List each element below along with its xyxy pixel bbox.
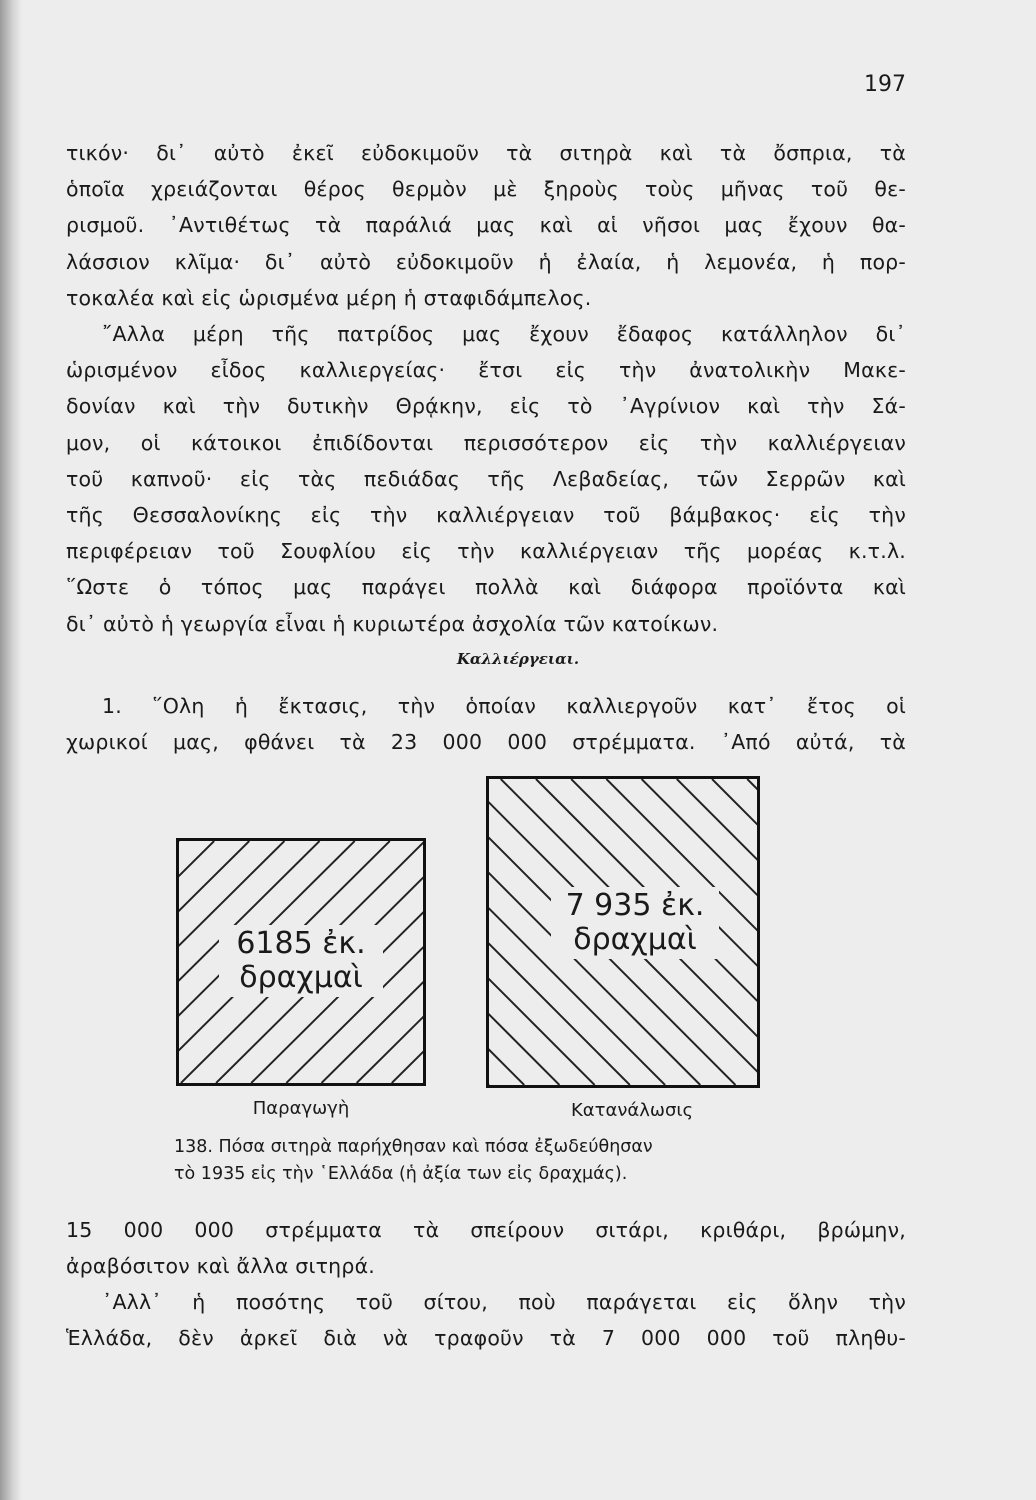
text-line: Ἑλλάδα, δὲν ἀρκεῖ διὰ νὰ τραφοῦν τὰ 7 000 000 τοῦ πληθυ- — [66, 1326, 906, 1351]
production-square — [176, 838, 426, 1086]
text-line: 1. ῞Ολη ἡ ἔκτασις, τὴν ὁποίαν καλλιεργοῦν κατ᾽ ἔτος οἱ — [102, 694, 906, 718]
text-line: ἀραβόσιτον καὶ ἄλλα σιτηρά. — [66, 1254, 376, 1279]
text-line: ῎Αλλα μέρη τῆς πατρίδος μας ἔχουν ἔδαφος κατάλληλον δι᾽ — [102, 322, 906, 346]
paragraph-5 — [66, 1284, 906, 1356]
figure-caption — [150, 1134, 850, 1188]
paragraph-3 — [66, 688, 906, 760]
text-line: τικόν· δι᾽ αὐτὸ ἐκεῖ εὐδοκιμοῦν τὰ σιτηρὰ καὶ τὰ ὄσπρια, τὰ — [66, 141, 906, 165]
text-line: 15 000 000 στρέμματα τὰ σπείρουν σιτάρι, κριθάρι, βρώμην, — [66, 1218, 906, 1242]
text-line: ὁποῖα χρειάζονται θέρος θερμὸν μὲ ξηροὺς τοὺς μῆνας τοῦ θε- — [66, 177, 906, 202]
consumption-square — [486, 776, 760, 1088]
paragraph-2 — [66, 316, 906, 642]
binding-shadow — [0, 0, 22, 1500]
page-number: 197 — [864, 72, 906, 97]
consumption-label: Κατανάλωσις — [570, 1100, 694, 1121]
caption-line: 138. Πόσα σιτηρὰ παρήχθησαν καὶ πόσα ἐξωδεύθησαν — [174, 1137, 653, 1157]
text-line: τῆς Θεσσαλονίκης εἰς τὴν καλλιέργειαν τοῦ βάμβακος· εἰς τὴν — [66, 502, 906, 527]
production-value-label — [219, 925, 383, 997]
text-line: ᾿Αλλ᾽ ἡ ποσότης τοῦ σίτου, ποὺ παράγεται εἰς ὅλην τὴν — [102, 1290, 906, 1314]
production-label: Παραγωγὴ — [252, 1098, 350, 1119]
text-line: περιφέρειαν τοῦ Σουφλίου εἰς τὴν καλλιέργειαν τῆς μορέας κ.τ.λ. — [66, 539, 906, 564]
consumption-value-label — [551, 887, 719, 959]
text-line: δι᾽ αὐτὸ ἡ γεωργία εἶναι ἡ κυριωτέρα ἀσχολία τῶν κατοίκων. — [66, 611, 719, 636]
consumption-unit: δραχμαὶ — [573, 922, 697, 957]
text-line: ῞Ωστε ὁ τόπος μας παράγει πολλὰ καὶ διάφορα προϊόντα καὶ — [66, 575, 906, 600]
production-unit: δραχμαὶ — [239, 960, 363, 995]
text-line: τοκαλέα καὶ εἰς ὡρισμένα μέρη ἡ σταφιδάμπελος. — [66, 285, 592, 310]
text-line: ρισμοῦ. ᾿Αντιθέτως τὰ παράλιά μας καὶ αἱ νῆσοι μας ἔχουν θα- — [66, 213, 906, 238]
text-line: μον, οἱ κάτοικοι ἐπιδίδονται περισσότερον εἰς τὴν καλλιέργειαν — [66, 430, 906, 455]
consumption-value: 7 935 ἐκ. — [565, 888, 705, 923]
text-line: τοῦ καπνοῦ· εἰς τὰς πεδιάδας τῆς Λεβαδείας, τῶν Σερρῶν καὶ — [66, 466, 906, 491]
text-line: χωρικοί μας, φθάνει τὰ 23 000 000 στρέμματα. ᾿Από αὐτά, τὰ — [66, 730, 906, 755]
text-line: δονίαν καὶ τὴν δυτικὴν Θρᾴκην, εἰς τὸ ᾿Αγρίνιον καὶ τὴν Σά- — [66, 394, 906, 419]
production-value: 6185 ἐκ. — [236, 926, 366, 961]
paragraph-1 — [66, 135, 906, 316]
text-line: λάσσιον κλῖμα· δι᾽ αὐτὸ εὐδοκιμοῦν ἡ ἐλαία, ἡ λεμονέα, ἡ πορ- — [66, 249, 906, 274]
caption-line: τὸ 1935 εἰς τὴν ῾Ελλάδα (ἡ ἀξία των εἰς δραχμάς). — [174, 1164, 628, 1184]
section-heading: Καλλιέργειαι. — [456, 650, 580, 668]
paragraph-4 — [66, 1212, 906, 1284]
text-line: ὡρισμένον εἶδος καλλιεργείας· ἔτσι εἰς τὴν ἀνατολικὴν Μακε- — [66, 358, 906, 383]
